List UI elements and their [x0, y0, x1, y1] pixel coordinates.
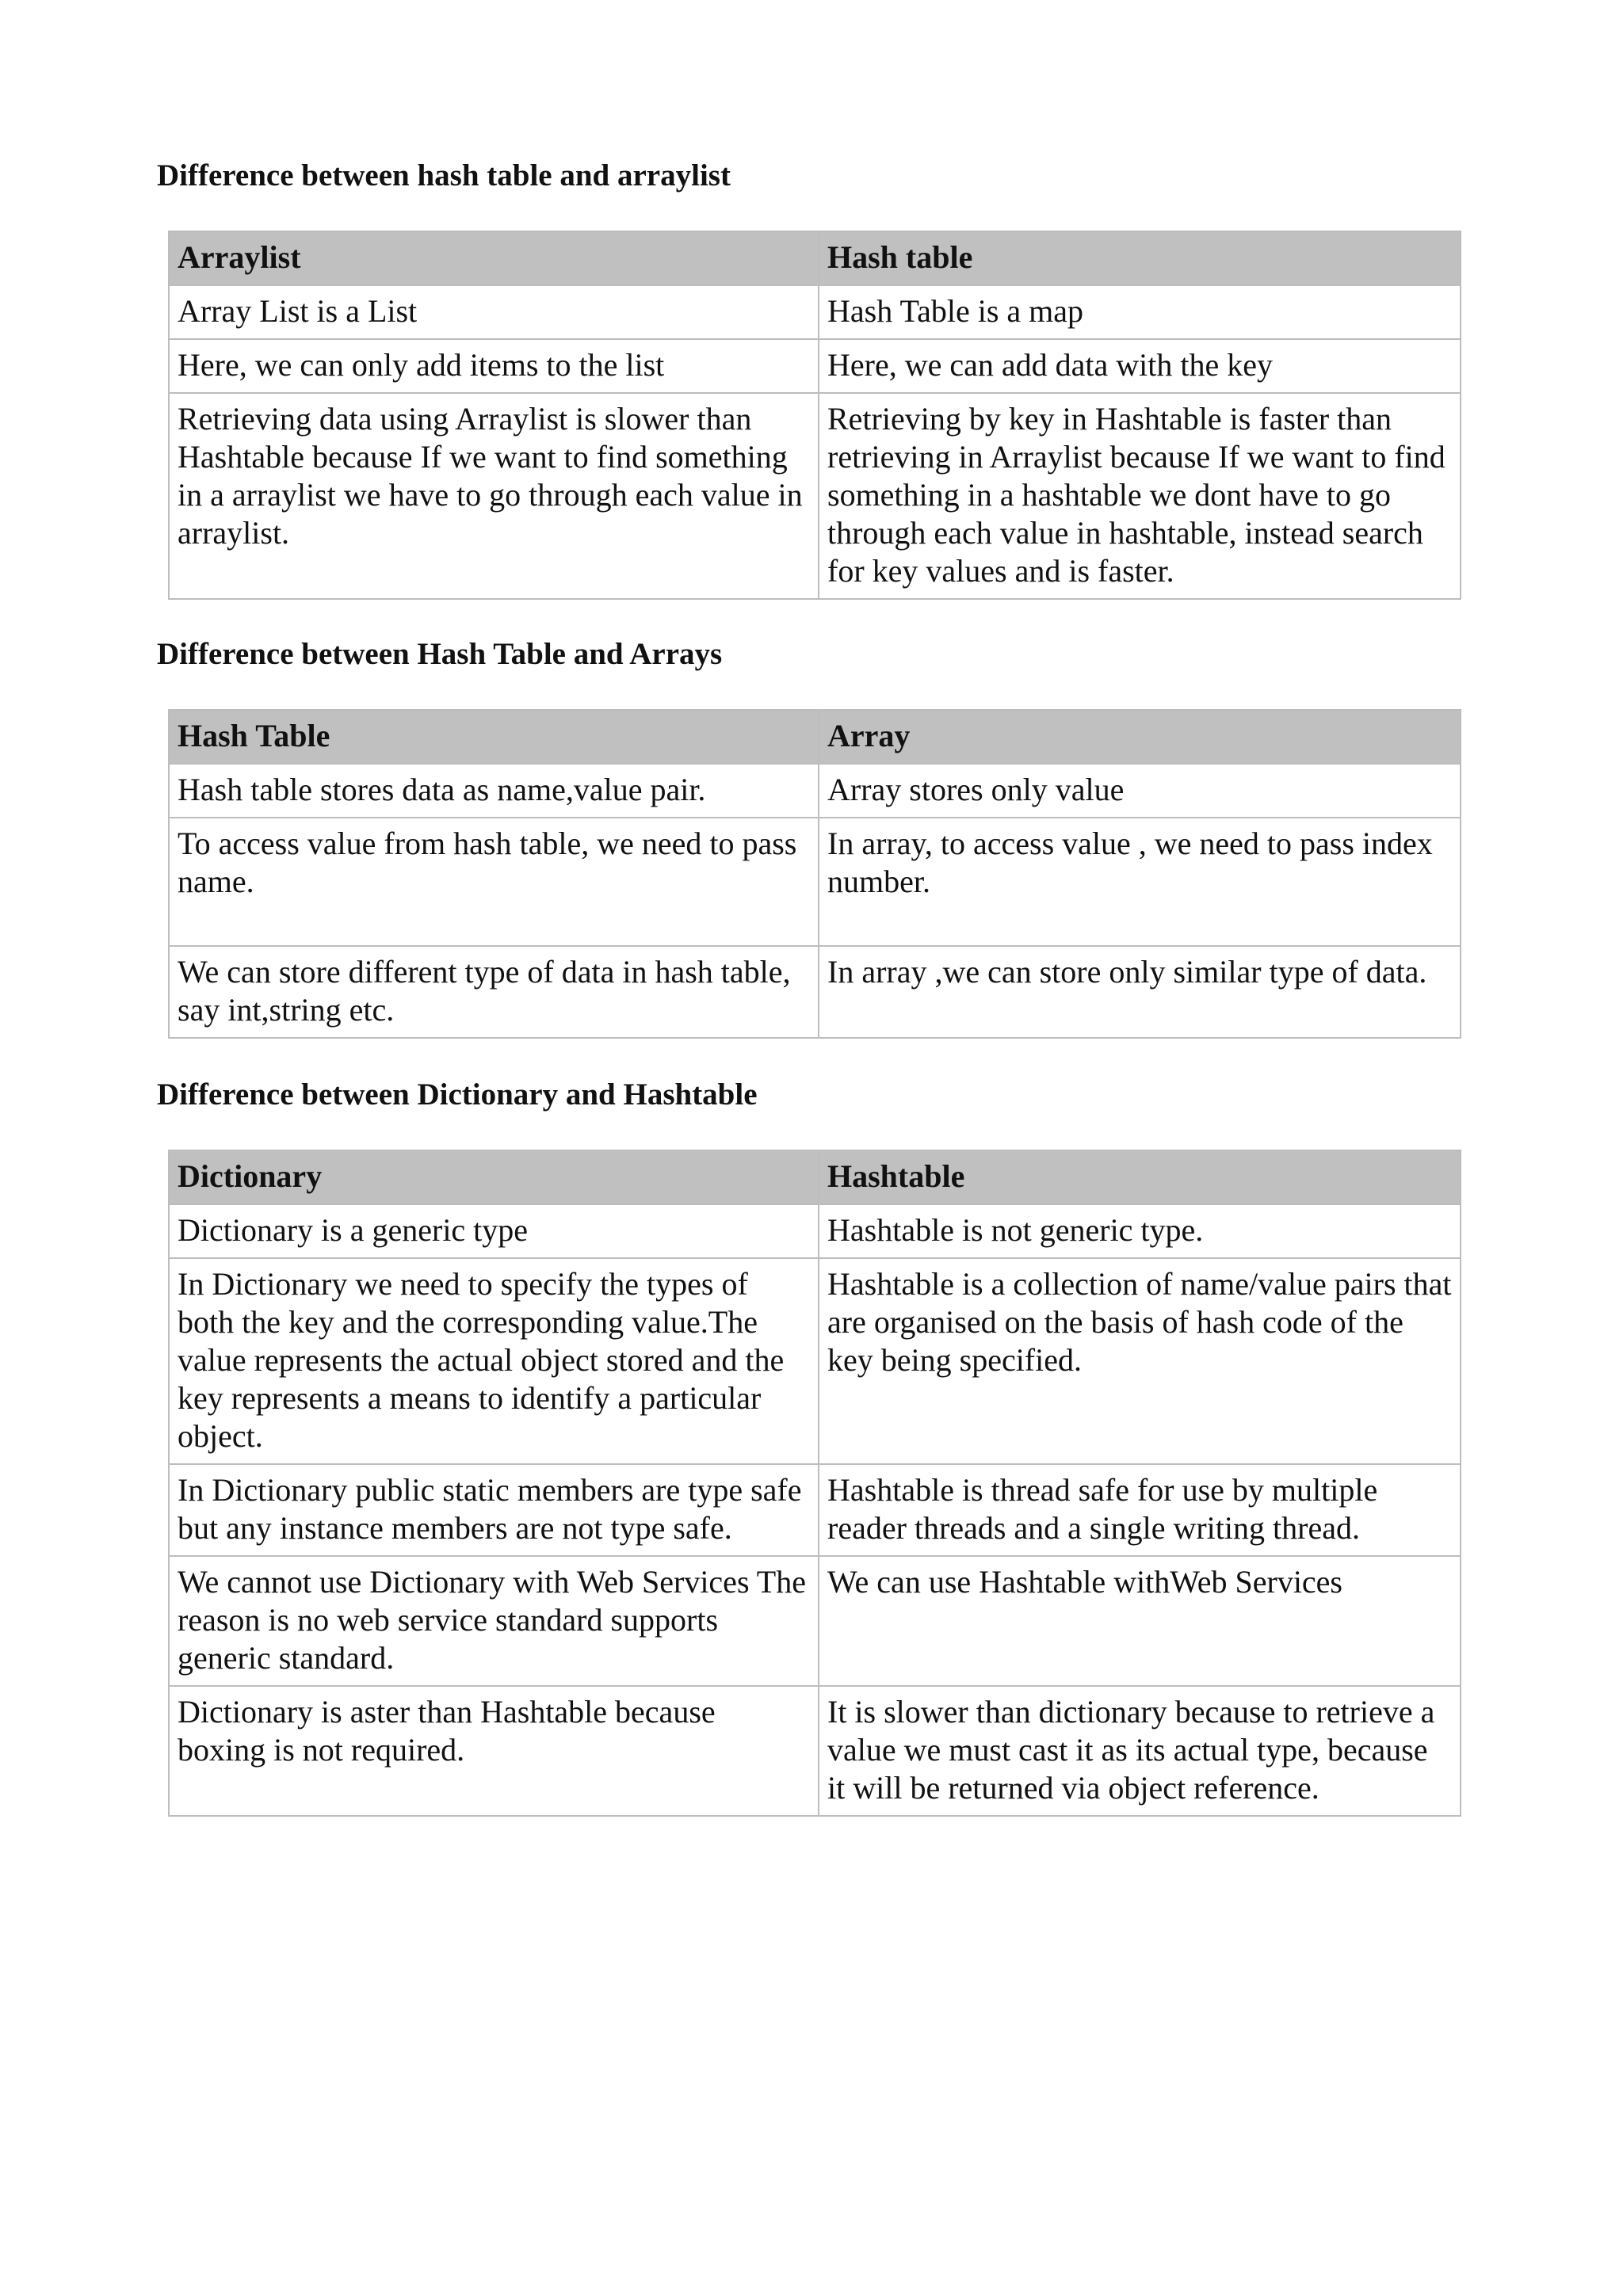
table-cell: In Dictionary we need to specify the types of both the key and the corresponding value.The value represents the actual object stored and the key represents a means to identify a particular object.: [169, 1258, 819, 1464]
table-cell: Hash table stores data as name,value pair.: [169, 764, 819, 818]
table-row: [169, 946, 1461, 1038]
column-header: Hash table: [819, 231, 1461, 285]
comparison-table-dictionary-vs-hashtable: [168, 1150, 1461, 1817]
table-cell: To access value from hash table, we need to pass name.: [169, 818, 819, 946]
table-cell: Dictionary is a generic type: [169, 1204, 819, 1258]
table-cell: In Dictionary public static members are type safe but any instance members are not type safe.: [169, 1464, 819, 1556]
table-cell: Here, we can add data with the key: [819, 339, 1461, 393]
table-header-row: [169, 710, 1461, 764]
table-cell: Array List is a List: [169, 285, 819, 339]
table-cell: We cannot use Dictionary with Web Services The reason is no web service standard supports generic standard.: [169, 1556, 819, 1686]
table-cell: It is slower than dictionary because to retrieve a value we must cast it as its actual type, because it will be returned via object reference.: [819, 1686, 1461, 1816]
table-row: [169, 1556, 1461, 1686]
table-row: [169, 339, 1461, 393]
table-row: [169, 1258, 1461, 1464]
table-row: [169, 1464, 1461, 1556]
table-cell: In array ,we can store only similar type of data.: [819, 946, 1461, 1038]
table-cell: Dictionary is aster than Hashtable because boxing is not required.: [169, 1686, 819, 1816]
table-cell: Hashtable is thread safe for use by multiple reader threads and a single writing thread.: [819, 1464, 1461, 1556]
table-row: [169, 285, 1461, 339]
table-cell: We can store different type of data in hash table, say int,string etc.: [169, 946, 819, 1038]
section-heading-hashtable-vs-arrays: Difference between Hash Table and Arrays: [157, 637, 723, 671]
column-header: Hashtable: [819, 1150, 1461, 1204]
table-header-row: [169, 1150, 1461, 1204]
section-heading-arraylist-vs-hashtable: Difference between hash table and arraylist: [157, 158, 731, 193]
table-row: [169, 1686, 1461, 1816]
table-row: [169, 764, 1461, 818]
table-row: [169, 1204, 1461, 1258]
table-cell: Hashtable is not generic type.: [819, 1204, 1461, 1258]
section-heading-dictionary-vs-hashtable: Difference between Dictionary and Hashtable: [157, 1077, 758, 1112]
table-cell: We can use Hashtable withWeb Services: [819, 1556, 1461, 1686]
table-cell: Retrieving data using Arraylist is slower than Hashtable because If we want to find something in a arraylist we have to go through each value in arraylist.: [169, 393, 819, 599]
table-cell: Retrieving by key in Hashtable is faster than retrieving in Arraylist because If we want to find something in a hashtable we dont have to go through each value in hashtable, instead search for key values and is faster.: [819, 393, 1461, 599]
table-cell: Here, we can only add items to the list: [169, 339, 819, 393]
comparison-table-arraylist-vs-hashtable: [168, 231, 1461, 600]
table-cell: In array, to access value , we need to pass index number.: [819, 818, 1461, 946]
table-cell: Hash Table is a map: [819, 285, 1461, 339]
table-cell: Hashtable is a collection of name/value pairs that are organised on the basis of hash code of the key being specified.: [819, 1258, 1461, 1464]
table-cell: Array stores only value: [819, 764, 1461, 818]
table-header-row: [169, 231, 1461, 285]
comparison-table-hashtable-vs-arrays: [168, 709, 1461, 1039]
column-header: Arraylist: [169, 231, 819, 285]
column-header: Dictionary: [169, 1150, 819, 1204]
table-row: [169, 818, 1461, 946]
column-header: Hash Table: [169, 710, 819, 764]
column-header: Array: [819, 710, 1461, 764]
table-row: [169, 393, 1461, 599]
